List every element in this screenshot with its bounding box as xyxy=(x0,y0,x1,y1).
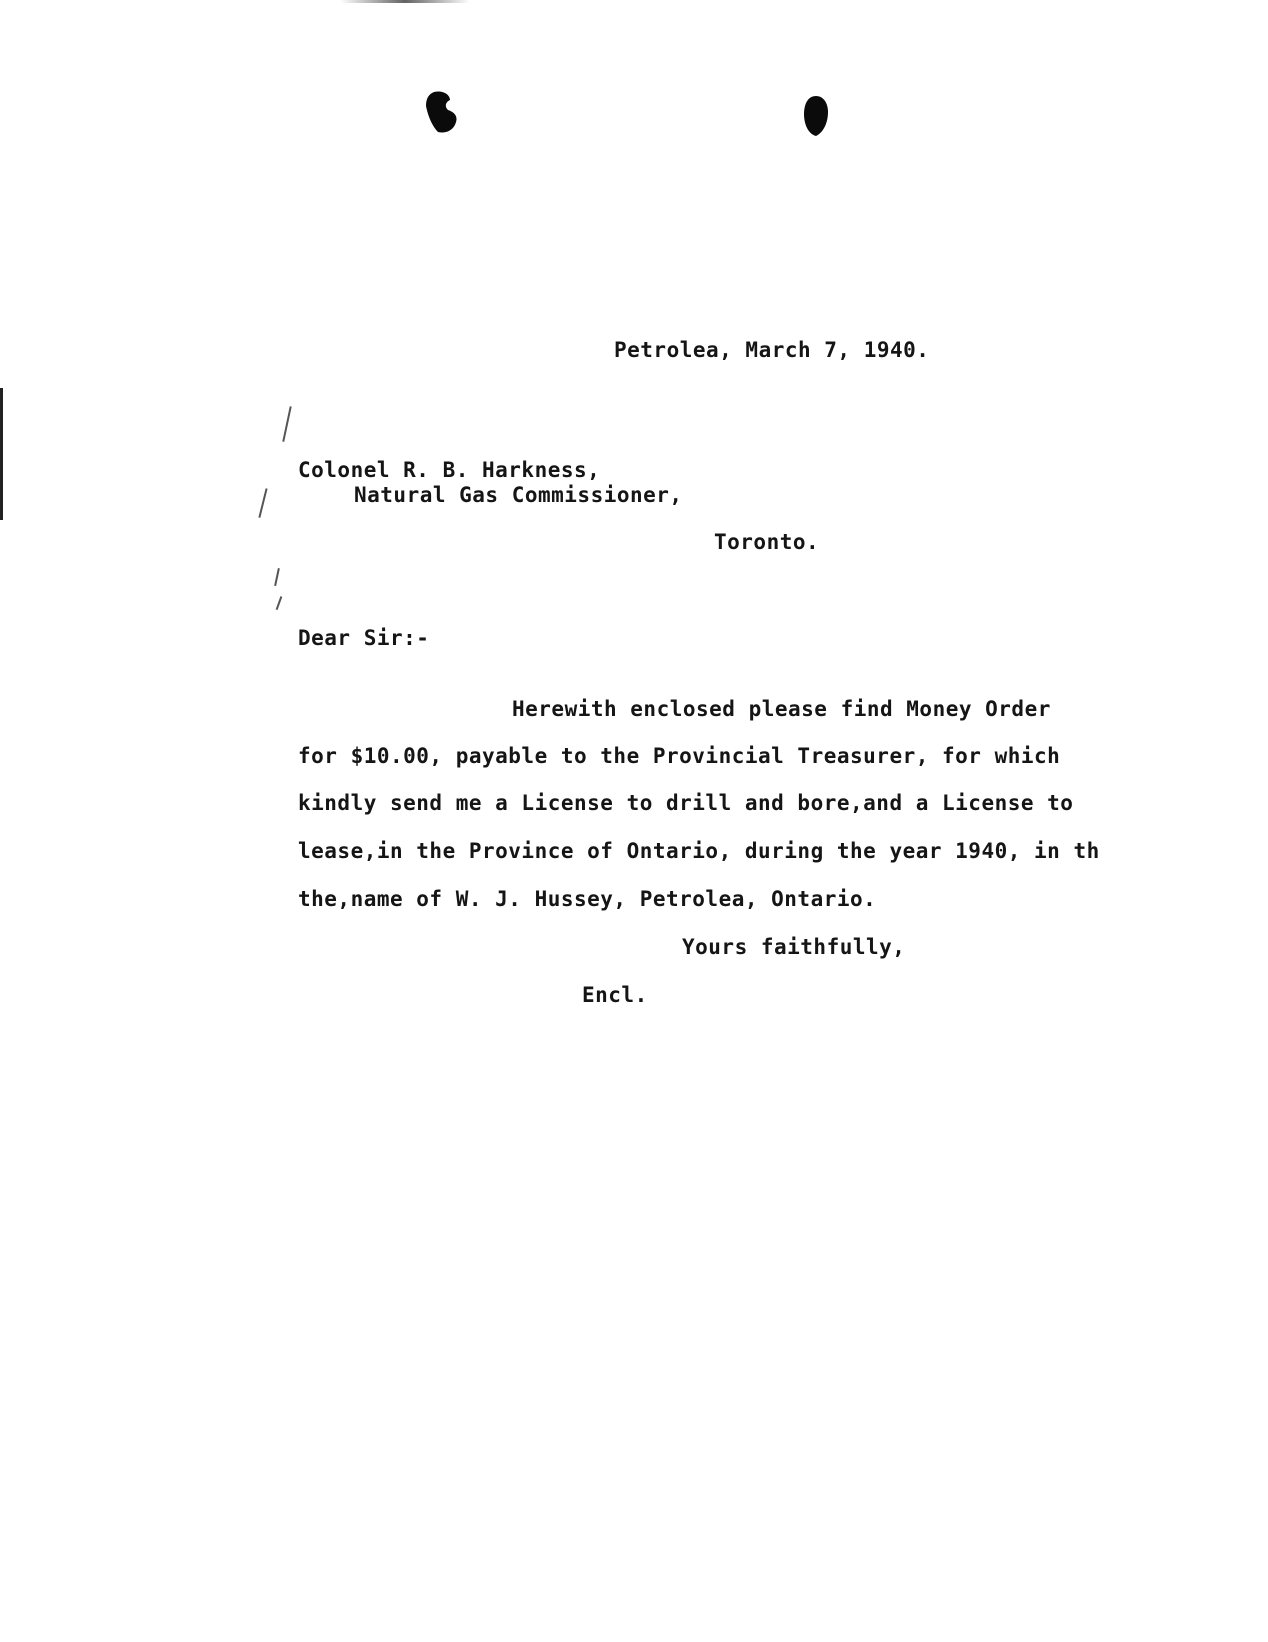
pencil-mark xyxy=(258,488,267,517)
body-line: lease,in the Province of Ontario, during the year 1940, in th xyxy=(298,839,1100,863)
body-line: for $10.00, payable to the Provincial Treasurer, for which xyxy=(298,744,1061,768)
punch-hole-right xyxy=(796,92,836,142)
dateline: Petrolea, March 7, 1940. xyxy=(614,338,930,362)
body-line: Herewith enclosed please find Money Order xyxy=(512,697,1051,721)
enclosure-note: Encl. xyxy=(582,983,648,1007)
left-edge-mark xyxy=(0,388,3,520)
body-line: the,name of W. J. Hussey, Petrolea, Ontario. xyxy=(298,887,877,911)
body-line: kindly send me a License to drill and bore,and a License to xyxy=(298,791,1074,815)
punch-hole-left xyxy=(420,88,464,136)
recipient-city: Toronto. xyxy=(714,530,820,554)
salutation: Dear Sir:- xyxy=(298,626,430,650)
recipient-name: Colonel R. B. Harkness, xyxy=(298,458,601,482)
pencil-mark xyxy=(282,406,291,442)
pencil-mark xyxy=(276,596,282,610)
closing: Yours faithfully, xyxy=(682,935,906,959)
recipient-title: Natural Gas Commissioner, xyxy=(354,483,683,507)
pencil-mark xyxy=(274,568,279,586)
top-edge-smudge xyxy=(340,0,470,3)
